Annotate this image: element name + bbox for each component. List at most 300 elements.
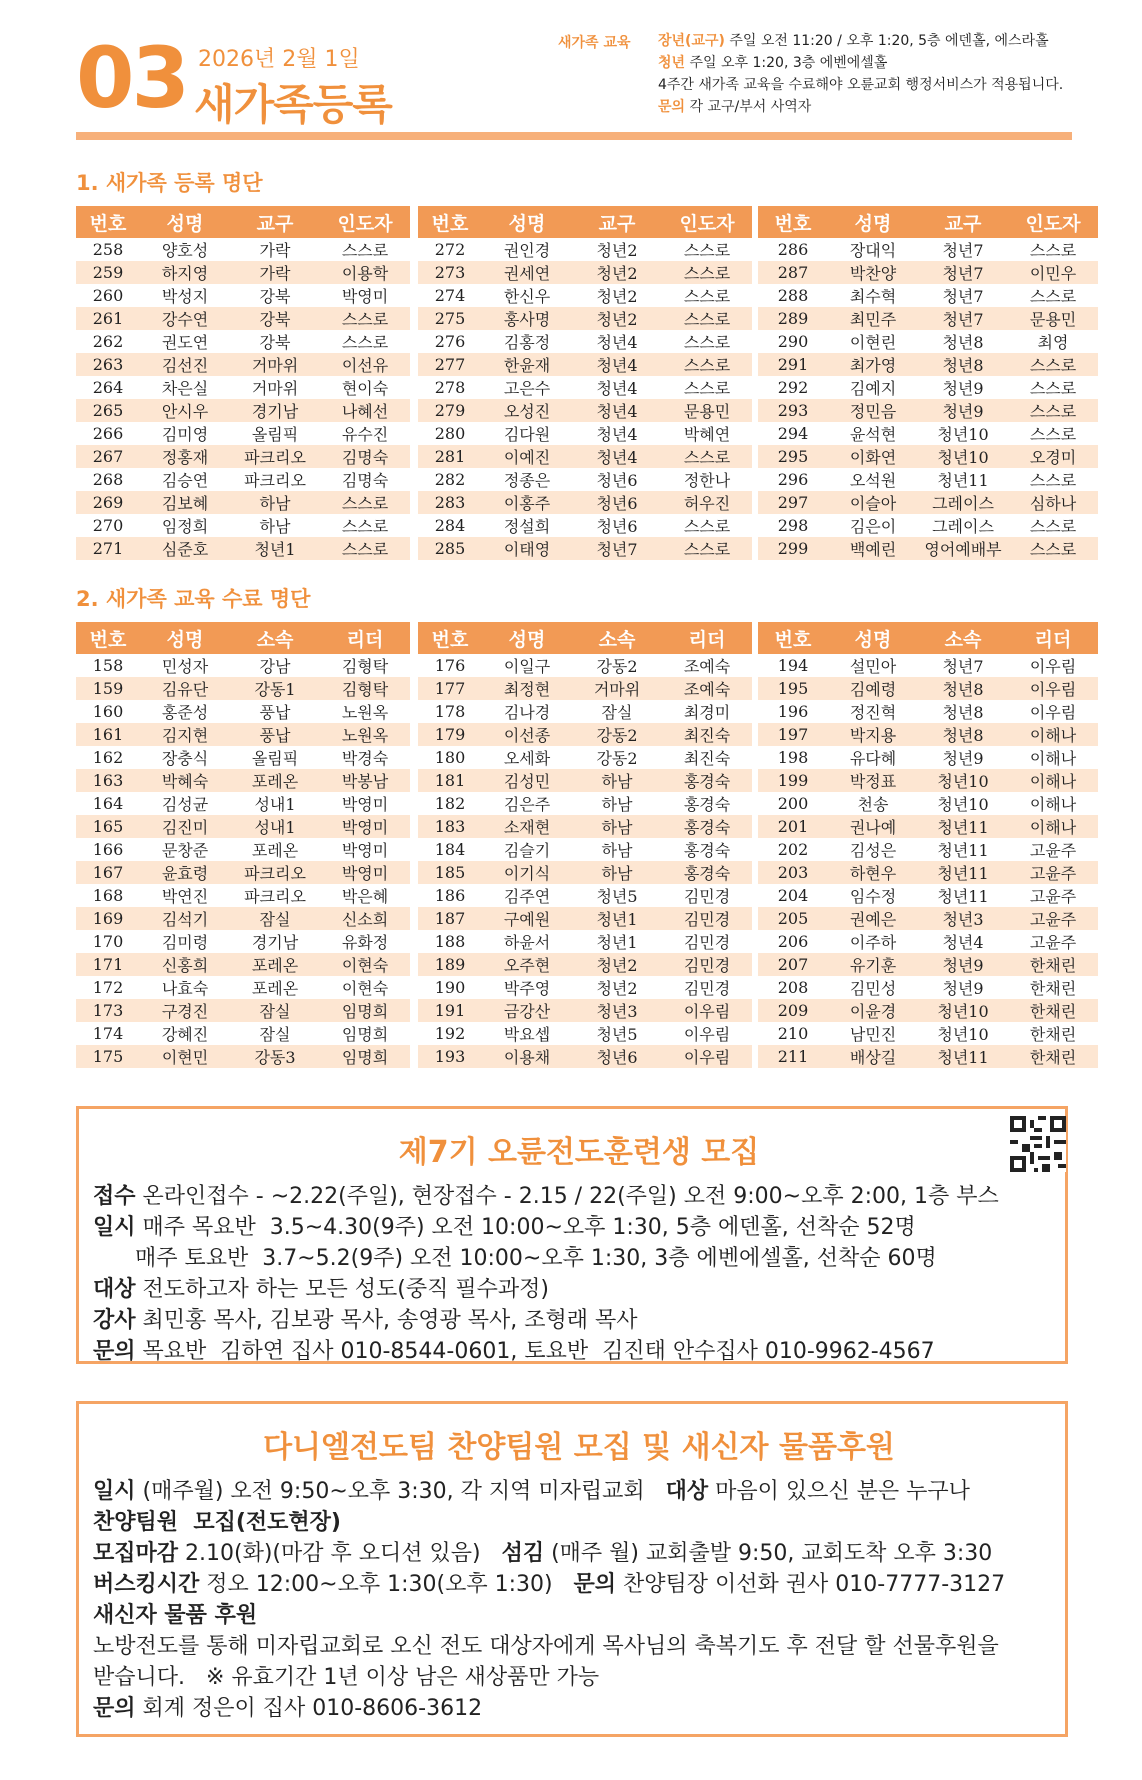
table-cell: 임수정 bbox=[849, 887, 897, 906]
table-cell: 청년7 bbox=[918, 261, 1008, 284]
table-row bbox=[418, 422, 752, 445]
info-line bbox=[93, 1274, 1065, 1305]
table-cell: 김유단 bbox=[140, 677, 230, 700]
table-row bbox=[76, 884, 410, 907]
table-cell: 이우림 bbox=[662, 999, 752, 1022]
table-row bbox=[76, 792, 410, 815]
line-label: 일시 bbox=[93, 1479, 136, 1504]
table-cell: 259 bbox=[76, 261, 140, 284]
table-cell: 유기훈 bbox=[828, 953, 918, 976]
table-cell: 이현린 bbox=[849, 333, 897, 352]
table-row bbox=[418, 930, 752, 953]
table-cell: 김진미 bbox=[140, 815, 230, 838]
table-row bbox=[758, 815, 1098, 838]
info-line bbox=[93, 1507, 1065, 1538]
table-row bbox=[758, 930, 1098, 953]
table-cell: 포레온 bbox=[230, 769, 320, 792]
table-cell: 스스로 bbox=[662, 307, 752, 330]
table-row bbox=[76, 238, 410, 261]
table-cell: 유화정 bbox=[341, 933, 389, 952]
education-label: 새가족 교육 bbox=[558, 35, 631, 51]
table-cell: 청년7 bbox=[942, 241, 984, 260]
line-text: 회계 정은이 집사 010-8606-3612 bbox=[135, 1696, 483, 1721]
table-cell: 청년8 bbox=[942, 703, 984, 722]
table-cell: 267 bbox=[76, 445, 140, 468]
column-header: 성명 bbox=[140, 622, 230, 654]
section2-table-1 bbox=[76, 622, 410, 1068]
table-cell: 288 bbox=[777, 286, 809, 305]
page-header bbox=[76, 28, 1072, 132]
table-row bbox=[76, 930, 410, 953]
table-cell: 스스로 bbox=[1008, 537, 1098, 560]
table-cell: 거마위 bbox=[230, 353, 320, 376]
line-text: 정오 12:00~오후 1:30(오후 1:30) bbox=[199, 1572, 574, 1597]
table-cell: 거마위 bbox=[251, 379, 299, 398]
column-header: 성명 bbox=[482, 206, 572, 238]
table-cell: 파크리오 bbox=[244, 887, 306, 906]
table-cell: 청년2 bbox=[572, 953, 662, 976]
table-cell: 김형탁 bbox=[341, 657, 389, 676]
table-row bbox=[418, 399, 752, 422]
table-cell: 최민주 bbox=[828, 307, 918, 330]
line-label: 섬김 bbox=[501, 1541, 545, 1566]
table-cell: 한채린 bbox=[1029, 979, 1077, 998]
line-text: 매주 토요반 3.7~5.2(9주) 오전 10:00~오후 1:30, 3층 에벤에셀홀, 선착순 60명 bbox=[93, 1246, 937, 1271]
table-cell: 청년10 bbox=[918, 769, 1008, 792]
table-cell: 최영 bbox=[1037, 333, 1069, 352]
table-cell: 김미령 bbox=[161, 933, 209, 952]
issue-date: 2026년 2월 1일 bbox=[198, 47, 360, 72]
table-cell: 280 bbox=[434, 424, 466, 443]
table-cell: 하남 bbox=[601, 795, 633, 814]
table-cell: 청년6 bbox=[596, 517, 638, 536]
table-cell: 이해나 bbox=[1029, 749, 1077, 768]
table-cell: 275 bbox=[418, 307, 482, 330]
column-header: 소속 bbox=[918, 622, 1008, 654]
table-cell: 164 bbox=[92, 794, 124, 813]
table-cell: 허우진 bbox=[662, 491, 752, 514]
section2-title: 2. 새가족 교육 수료 명단 bbox=[76, 587, 311, 611]
table-cell: 이해나 bbox=[1029, 795, 1077, 814]
table-row bbox=[758, 769, 1098, 792]
column-header: 리더 bbox=[662, 622, 752, 654]
table-row bbox=[418, 468, 752, 491]
table-cell: 204 bbox=[777, 886, 809, 905]
column-header: 번호 bbox=[758, 622, 828, 654]
column-header: 번호 bbox=[76, 622, 140, 654]
table-cell: 스스로 bbox=[683, 379, 731, 398]
table-cell: 강북 bbox=[259, 287, 291, 306]
table-cell: 270 bbox=[92, 516, 124, 535]
table-row bbox=[758, 376, 1098, 399]
table-cell: 박혜숙 bbox=[140, 769, 230, 792]
table-row bbox=[418, 491, 752, 514]
section1-title: 1. 새가족 등록 명단 bbox=[76, 171, 263, 195]
table-cell: 문용민 bbox=[1008, 307, 1098, 330]
table-cell: 청년7 bbox=[918, 307, 1008, 330]
table-cell: 고은수 bbox=[503, 379, 551, 398]
table-cell: 청년2 bbox=[596, 287, 638, 306]
table-row bbox=[76, 1045, 410, 1068]
table-cell: 청년9 bbox=[918, 399, 1008, 422]
table-cell: 184 bbox=[434, 840, 466, 859]
table-row bbox=[418, 700, 752, 723]
table-cell: 오세화 bbox=[503, 749, 551, 768]
table-cell: 민성자 bbox=[161, 657, 209, 676]
table-cell: 강남 bbox=[259, 657, 291, 676]
training-recruit-box bbox=[76, 1106, 1068, 1364]
line-label: 찬양팀원 모집(전도현장) bbox=[93, 1510, 341, 1535]
table-cell: 청년10 bbox=[937, 1025, 989, 1044]
table-cell: 청년8 bbox=[918, 353, 1008, 376]
table-cell: 풍납 bbox=[230, 723, 320, 746]
table-cell: 청년1 bbox=[596, 933, 638, 952]
table-cell: 하남 bbox=[601, 841, 633, 860]
table-cell: 오주현 bbox=[482, 953, 572, 976]
table-row bbox=[758, 445, 1098, 468]
table-cell: 261 bbox=[76, 307, 140, 330]
daniel-team-lines bbox=[93, 1476, 1065, 1724]
qr-code-icon[interactable] bbox=[1010, 1116, 1066, 1172]
table-row bbox=[418, 261, 752, 284]
table-cell: 290 bbox=[777, 332, 809, 351]
table-cell: 187 bbox=[418, 907, 482, 930]
table-cell: 청년7 bbox=[942, 657, 984, 676]
table-cell: 189 bbox=[418, 953, 482, 976]
table-cell: 스스로 bbox=[1029, 471, 1077, 490]
section2-table-2 bbox=[418, 622, 752, 1068]
table-cell: 175 bbox=[76, 1045, 140, 1068]
table-cell: 스스로 bbox=[1029, 425, 1077, 444]
column-header: 소속 bbox=[230, 622, 320, 654]
table-cell: 199 bbox=[758, 769, 828, 792]
line-label: 강사 bbox=[93, 1308, 136, 1333]
table-row bbox=[76, 838, 410, 861]
table-cell: 박주영 bbox=[503, 979, 551, 998]
table-cell: 신소희 bbox=[320, 907, 410, 930]
daniel-team-box bbox=[76, 1401, 1068, 1737]
table-cell: 박연진 bbox=[161, 887, 209, 906]
table-cell: 고윤주 bbox=[1029, 887, 1077, 906]
table-cell: 노원옥 bbox=[341, 703, 389, 722]
table-row bbox=[76, 307, 410, 330]
column-header: 성명 bbox=[482, 622, 572, 654]
line-text: 매주 목요반 3.5~4.30(9주) 오전 10:00~오후 1:30, 5층 에덴홀, 선착순 52명 bbox=[135, 1215, 916, 1240]
table-cell: 하윤서 bbox=[503, 933, 551, 952]
info-line bbox=[93, 1243, 1065, 1274]
table-cell: 195 bbox=[758, 677, 828, 700]
table-cell: 현이숙 bbox=[341, 379, 389, 398]
table-cell: 심하나 bbox=[1008, 491, 1098, 514]
column-header: 소속 bbox=[572, 622, 662, 654]
table-cell: 강동2 bbox=[596, 657, 638, 676]
table-cell: 청년4 bbox=[572, 399, 662, 422]
table-cell: 청년9 bbox=[942, 749, 984, 768]
table-cell: 청년1 bbox=[572, 907, 662, 930]
table-row bbox=[418, 537, 752, 560]
line-label: 문의 bbox=[573, 1572, 617, 1597]
table-cell: 유수진 bbox=[341, 425, 389, 444]
column-header: 성명 bbox=[140, 206, 230, 238]
table-cell: 강수연 bbox=[140, 307, 230, 330]
table-cell: 강북 bbox=[259, 333, 291, 352]
section2-table-3 bbox=[758, 622, 1098, 1068]
table-cell: 161 bbox=[76, 723, 140, 746]
line-label: 대상 bbox=[93, 1277, 136, 1302]
table-row bbox=[758, 238, 1098, 261]
table-cell: 이우림 bbox=[1029, 703, 1077, 722]
line-text: 2.10(화)(마감 후 오디션 있음) bbox=[178, 1541, 502, 1566]
table-cell: 285 bbox=[418, 537, 482, 560]
table-cell: 강북 bbox=[230, 307, 320, 330]
table-cell: 그레이스 bbox=[918, 491, 1008, 514]
table-cell: 김다원 bbox=[503, 425, 551, 444]
table-cell: 청년3 bbox=[918, 907, 1008, 930]
table-cell: 설민아 bbox=[849, 657, 897, 676]
table-cell: 청년4 bbox=[596, 425, 638, 444]
table-row bbox=[418, 746, 752, 769]
table-cell: 풍납 bbox=[259, 703, 291, 722]
table-cell: 이윤경 bbox=[828, 999, 918, 1022]
table-cell: 파크리오 bbox=[230, 861, 320, 884]
table-cell: 191 bbox=[418, 999, 482, 1022]
table-cell: 293 bbox=[758, 399, 828, 422]
table-cell: 정진혁 bbox=[849, 703, 897, 722]
table-cell: 남민진 bbox=[849, 1025, 897, 1044]
table-cell: 이우림 bbox=[1008, 677, 1098, 700]
table-cell: 포레온 bbox=[251, 841, 299, 860]
table-cell: 박영미 bbox=[341, 841, 389, 860]
table-cell: 경기남 bbox=[230, 399, 320, 422]
table-cell: 210 bbox=[777, 1024, 809, 1043]
table-cell: 정한나 bbox=[683, 471, 731, 490]
table-cell: 올림픽 bbox=[251, 425, 299, 444]
column-header: 인도자 bbox=[662, 206, 752, 238]
table-cell: 260 bbox=[92, 286, 124, 305]
table-row bbox=[76, 700, 410, 723]
table-cell: 배상길 bbox=[828, 1045, 918, 1068]
table-cell: 홍경숙 bbox=[662, 769, 752, 792]
table-cell: 스스로 bbox=[662, 537, 752, 560]
table-cell: 178 bbox=[434, 702, 466, 721]
column-header: 교구 bbox=[572, 206, 662, 238]
table-row bbox=[758, 1045, 1098, 1068]
info-line: 4주간 새가족 교육을 수료해야 오륜교회 행정서비스가 적용됩니다. bbox=[658, 77, 1064, 93]
table-row bbox=[76, 815, 410, 838]
table-cell: 김명숙 bbox=[320, 445, 410, 468]
table-cell: 197 bbox=[758, 723, 828, 746]
table-cell: 김명숙 bbox=[341, 471, 389, 490]
page-title: 새가족등록 bbox=[194, 80, 392, 129]
table-cell: 이태영 bbox=[482, 537, 572, 560]
table-cell: 그레이스 bbox=[932, 517, 994, 536]
table-row bbox=[758, 677, 1098, 700]
table-cell: 스스로 bbox=[1029, 241, 1077, 260]
table-row bbox=[418, 445, 752, 468]
table-cell: 소재현 bbox=[482, 815, 572, 838]
table-row bbox=[418, 330, 752, 353]
table-cell: 167 bbox=[76, 861, 140, 884]
table-cell: 279 bbox=[418, 399, 482, 422]
info-line bbox=[93, 1693, 1065, 1724]
table-cell: 292 bbox=[777, 378, 809, 397]
table-cell: 조예숙 bbox=[683, 657, 731, 676]
table-cell: 청년11 bbox=[937, 841, 989, 860]
table-cell: 경기남 bbox=[251, 933, 299, 952]
table-cell: 정종은 bbox=[503, 471, 551, 490]
table-cell: 298 bbox=[777, 516, 809, 535]
table-row bbox=[418, 677, 752, 700]
table-cell: 이화연 bbox=[828, 445, 918, 468]
table-cell: 청년2 bbox=[596, 241, 638, 260]
table-row bbox=[758, 746, 1098, 769]
section1-table-1 bbox=[76, 206, 410, 560]
table-cell: 올림픽 bbox=[251, 749, 299, 768]
table-cell: 스스로 bbox=[1008, 353, 1098, 376]
table-cell: 청년4 bbox=[572, 353, 662, 376]
table-cell: 180 bbox=[434, 748, 466, 767]
table-cell: 청년4 bbox=[942, 933, 984, 952]
table-cell: 268 bbox=[92, 470, 124, 489]
table-cell: 가락 bbox=[230, 261, 320, 284]
table-cell: 홍사명 bbox=[482, 307, 572, 330]
table-cell: 청년10 bbox=[937, 795, 989, 814]
table-cell: 청년4 bbox=[596, 379, 638, 398]
table-cell: 권예은 bbox=[828, 907, 918, 930]
table-cell: 김홍정 bbox=[503, 333, 551, 352]
table-row bbox=[758, 1022, 1098, 1045]
line-label: 모집마감 bbox=[93, 1541, 179, 1566]
table-row bbox=[758, 514, 1098, 537]
table-cell: 김보혜 bbox=[140, 491, 230, 514]
table-cell: 158 bbox=[92, 656, 124, 675]
table-cell: 고윤주 bbox=[1008, 861, 1098, 884]
column-header: 리더 bbox=[1008, 622, 1098, 654]
table-cell: 177 bbox=[418, 677, 482, 700]
table-cell: 스스로 bbox=[1029, 379, 1077, 398]
table-cell: 한채린 bbox=[1008, 1045, 1098, 1068]
table-cell: 청년6 bbox=[572, 491, 662, 514]
line-text: (매주월) 오전 9:50~오후 3:30, 각 지역 미자립교회 bbox=[135, 1479, 666, 1504]
table-cell: 오성진 bbox=[482, 399, 572, 422]
table-row bbox=[758, 861, 1098, 884]
line-label: 버스킹시간 bbox=[93, 1572, 200, 1597]
table-row bbox=[418, 376, 752, 399]
table-cell: 김민성 bbox=[849, 979, 897, 998]
table-row bbox=[418, 514, 752, 537]
line-label: 문의 bbox=[93, 1339, 136, 1364]
table-row bbox=[76, 445, 410, 468]
table-cell: 이해나 bbox=[1008, 815, 1098, 838]
table-cell: 청년9 bbox=[942, 379, 984, 398]
table-cell: 173 bbox=[76, 999, 140, 1022]
table-cell: 299 bbox=[758, 537, 828, 560]
line-label: 새신자 물품 후원 bbox=[93, 1603, 258, 1628]
table-cell: 김미영 bbox=[161, 425, 209, 444]
table-cell: 196 bbox=[777, 702, 809, 721]
table-cell: 하남 bbox=[230, 491, 320, 514]
table-cell: 188 bbox=[434, 932, 466, 951]
table-cell: 박영미 bbox=[320, 861, 410, 884]
table-cell: 고윤주 bbox=[1029, 841, 1077, 860]
table-cell: 206 bbox=[777, 932, 809, 951]
table-cell: 203 bbox=[758, 861, 828, 884]
table-cell: 청년4 bbox=[596, 333, 638, 352]
info-line: 문의 각 교구/부서 사역자 bbox=[658, 99, 812, 115]
table-row bbox=[758, 284, 1098, 307]
table-cell: 청년4 bbox=[572, 445, 662, 468]
table-cell: 청년2 bbox=[572, 307, 662, 330]
table-row bbox=[418, 815, 752, 838]
table-row bbox=[76, 376, 410, 399]
table-cell: 김성민 bbox=[482, 769, 572, 792]
table-row bbox=[418, 861, 752, 884]
table-cell: 김민경 bbox=[683, 887, 731, 906]
table-row bbox=[758, 976, 1098, 999]
table-cell: 청년11 bbox=[937, 887, 989, 906]
table-cell: 장대익 bbox=[849, 241, 897, 260]
table-cell: 윤석현 bbox=[849, 425, 897, 444]
table-row bbox=[418, 1045, 752, 1068]
table-cell: 179 bbox=[418, 723, 482, 746]
table-cell: 하남 bbox=[572, 769, 662, 792]
table-cell: 청년3 bbox=[572, 999, 662, 1022]
table-cell: 청년7 bbox=[572, 537, 662, 560]
table-row bbox=[758, 468, 1098, 491]
table-cell: 청년10 bbox=[918, 999, 1008, 1022]
table-row bbox=[76, 353, 410, 376]
table-cell: 김예지 bbox=[849, 379, 897, 398]
column-header: 교구 bbox=[230, 206, 320, 238]
table-cell: 박영미 bbox=[320, 815, 410, 838]
table-cell: 정설희 bbox=[503, 517, 551, 536]
table-cell: 최진숙 bbox=[662, 723, 752, 746]
table-row bbox=[76, 422, 410, 445]
table-cell: 스스로 bbox=[683, 517, 731, 536]
table-cell: 임명희 bbox=[341, 1025, 389, 1044]
table-cell: 194 bbox=[777, 656, 809, 675]
table-cell: 홍경숙 bbox=[683, 795, 731, 814]
table-row bbox=[418, 284, 752, 307]
table-cell: 이우림 bbox=[1029, 657, 1077, 676]
table-cell: 262 bbox=[92, 332, 124, 351]
table-cell: 282 bbox=[434, 470, 466, 489]
table-cell: 청년2 bbox=[596, 979, 638, 998]
table-cell: 174 bbox=[92, 1024, 124, 1043]
table-cell: 청년11 bbox=[918, 815, 1008, 838]
table-cell: 스스로 bbox=[662, 445, 752, 468]
table-cell: 이주하 bbox=[849, 933, 897, 952]
table-row bbox=[418, 792, 752, 815]
table-cell: 김승연 bbox=[161, 471, 209, 490]
line-label: 접수 bbox=[93, 1184, 136, 1209]
table-cell: 276 bbox=[434, 332, 466, 351]
table-row bbox=[418, 907, 752, 930]
table-cell: 정홍재 bbox=[140, 445, 230, 468]
table-cell: 스스로 bbox=[341, 333, 389, 352]
table-cell: 김민경 bbox=[683, 933, 731, 952]
table-cell: 182 bbox=[434, 794, 466, 813]
table-cell: 청년11 bbox=[918, 861, 1008, 884]
table-cell: 202 bbox=[777, 840, 809, 859]
table-cell: 청년6 bbox=[596, 471, 638, 490]
line-text: 찬양팀장 이선화 권사 010-7777-3127 bbox=[616, 1572, 1006, 1597]
table-row bbox=[418, 1022, 752, 1045]
table-row bbox=[758, 723, 1098, 746]
table-cell: 193 bbox=[418, 1045, 482, 1068]
table-row bbox=[76, 491, 410, 514]
table-cell: 잠실 bbox=[230, 907, 320, 930]
